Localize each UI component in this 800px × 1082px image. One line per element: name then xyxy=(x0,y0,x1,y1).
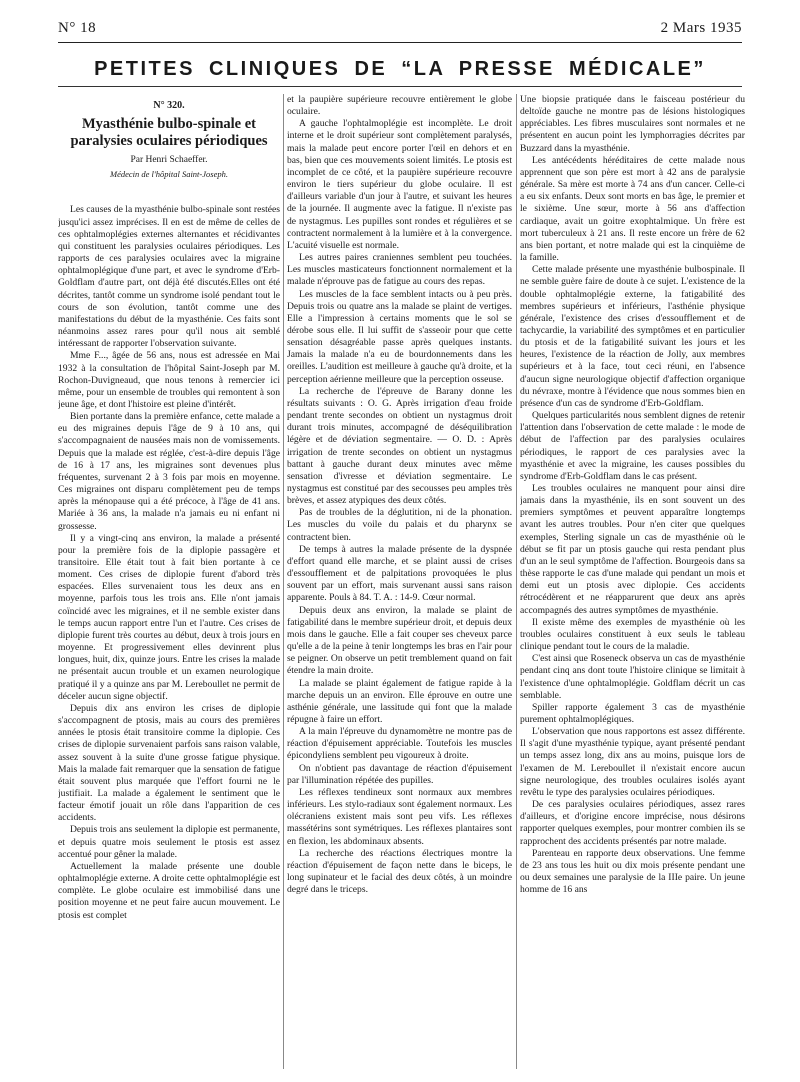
paragraph: C'est ainsi que Roseneck observa un cas de myasthénie pendant cinq ans dont toute l'histoire clinique se limitait à l'existence d'une ophtalmoplégie. Goldflam décrit un cas semblable. xyxy=(520,653,745,701)
paragraph: Les réflexes tendineux sont normaux aux membres inférieurs. Les stylo-radiaux sont également normaux. Les olécraniens existent mais sont peu vifs. Les réflexes massétérins sont symétriques. Les réflexes plantaires sont en flexion, les abdominaux absents. xyxy=(287,786,512,847)
paragraph: De ces paralysies oculaires périodiques, assez rares d'ailleurs, et d'origine encore imprécise, nous désirons rapporter quelques exemples, pour montrer combien ils se rapprochent des accidents présentés par notre malade. xyxy=(520,799,745,847)
paragraph: et la paupière supérieure recouvre entièrement le globe oculaire. xyxy=(287,94,512,118)
paragraph: Mme F..., âgée de 56 ans, nous est adressée en Mai 1932 à la consultation de l'hôpital Saint-Joseph par M. Rochon-Duvigneaud, que nous tenons à remercier ici même, pour un ensemble de troubles qui remontent à son jeune âge, et dont l'histoire est pleine d'intérêt. xyxy=(58,350,280,410)
paragraph: Il existe même des exemples de myasthénie où les troubles oculaires constituent à eux seuls le tableau clinique pendant tout le cours de la maladie. xyxy=(520,616,745,653)
masthead-rule xyxy=(58,86,742,87)
issue-number: N° 18 xyxy=(58,20,97,36)
article-number: N° 320. xyxy=(153,100,185,111)
paragraph: A la main l'épreuve du dynamomètre ne montre pas de réaction d'épuisement appréciable. Toutefois les muscles épicondyliens semblent peu vigoureux à droite. xyxy=(287,726,512,762)
paragraph: L'observation que nous rapportons est assez différente. Il s'agit d'une myasthénie typique, ayant présenté pendant un temps assez long, dix ans au moins, puisque lors de l'examen de M. Lereboullet il n'existait encore aucun signe neurologique, des troubles oculaires isolés ayant revêtu le type des paralysies oculaires périodiques. xyxy=(520,726,745,798)
paragraph: Depuis trois ans seulement la diplopie est permanente, et depuis quatre mois seulement le ptosis est assez accentué pour gêner la malade. xyxy=(58,824,280,860)
paragraph: Il y a vingt-cinq ans environ, la malade a présenté pour la première fois de la diplopie passagère et transitoire. Elle était tout à fait bien portante à ce moment. Ces crises de diplopie furent d'abord très espacées. Elles survenaient tous les deux ans en moyenne, parfois tous les trois ans. Elle n'ont jamais coïncidé avec les migraines, et il ne semble exister dans le temps aucun rapport entre l'un et l'autre. Ces crises de diplopie furent très courtes au début, deux à trois jours en moyenne. Et progressivement elles devinrent plus longues, huit, dix, quinze jours. Entre les crises la malade ne présentait aucun trouble et un examen neurologique pratiqué il y a quinze ans par M. Lereboullet ne permit de déceler aucun signe objectif. xyxy=(58,532,280,702)
paragraph: Actuellement la malade présente une double ophtalmoplégie externe. A droite cette ophtalmoplégie est complète. Le globe oculaire est immobilisé dans une position moyenne et ne peut faire aucun mouvement. Le ptosis est complet xyxy=(58,860,280,921)
paragraph: A gauche l'ophtalmoplégie est incomplète. Le droit interne et le droit supérieur sont complètement paralysés, mais la malade peut encore porter l'œil en dehors et en bas, bien que ces mouvements soient limités. Le ptosis est incomplet de ce côté, et la paupière supérieure recouvre environ le tiers supérieur du globe oculaire. Il est d'ailleurs variable d'un jour à l'autre, et suivant les heures de la journée. Il augmente avec la fatigue. Il n'existe pas de nystagmus. Les pupilles sont rondes et régulières et se contractent normalement à la lumière et à la convergence. L'acuité visuelle est normale. xyxy=(287,118,512,251)
paragraph: Une biopsie pratiquée dans le faisceau postérieur du deltoïde gauche ne montre pas de lésions histologiques appréciables. Les fibres musculaires sont normales et ne présentent en aucun point les lymphorragies décrites par Buzzard dans la myasthénie. xyxy=(520,94,745,154)
paragraph: De temps à autres la malade présente de la dyspnée d'effort quand elle marche, et se plaint aussi de crises d'essoufflement et de palpitations provoquées le plus souvent par un effort, mais survenant aussi sans raison apparente. Pouls à 84. T. A. : 14-9. Cœur normal. xyxy=(287,543,512,604)
issue-date: 2 Mars 1935 xyxy=(660,20,742,36)
column-2 xyxy=(287,94,512,1069)
article-title: Myasthénie bulbo-spinale et paralysies oculaires périodiques xyxy=(70,116,268,150)
column-rule xyxy=(283,94,284,1069)
column-3 xyxy=(520,94,745,1069)
column-1-text xyxy=(58,204,280,921)
paragraph: La malade se plaint également de fatigue rapide à la marche depuis un an environ. Elle éprouve en outre une asthénie générale, une lassitude qui font que la malade répugne à faire un effort. xyxy=(287,677,512,725)
masthead: PETITES CLINIQUES DE “LA PRESSE MÉDICALE” xyxy=(94,58,706,80)
column-rule xyxy=(516,94,517,1069)
paragraph: Les autres paires craniennes semblent peu touchées. Les muscles masticateurs fonctionnent normalement et la malade n'éprouve pas de fatigue au cours des repas. xyxy=(287,252,512,288)
top-rule xyxy=(58,42,742,43)
paragraph: Les causes de la myasthénie bulbo-spinale sont restées jusqu'ici assez imprécises. Il en est de même de celles de ces ophtalmoplégies externes alternantes et récidivantes qui constituent les paralysies oculaires périodiques. Les rapports de ces paralysies oculaires avec la migraine ophtalmoplégique d'une part, et avec le syndrome d'Erb-Goldflam d'autre part, ont déjà été discutés.Elles ont été décrites, tantôt comme un syndrome isolé pendant tout le cours de son évolution, tantôt comme une des manifestations du début de la myasthénie. Ces faits sont néanmoins assez rares pour qu'il nous ait semblé intéressant de rapporter l'observation suivante. xyxy=(58,204,280,350)
paragraph: Les troubles oculaires ne manquent pour ainsi dire jamais dans la myasthénie, ils en sont souvent un des premiers symptômes et peuvent apparaître longtemps avant les autres troubles. Pour n'en citer que quelques exemples, Sterling signale un cas de myasthénie où le début se fit par un ptosis gauche qui resta pendant plus d'un an le seul symptôme de l'affection. Bourgeois dans sa thèse rapporte le cas d'une malade qui pendant un mois et demi eut un ptosis avec diplopie. Ces accidents rétrocédèrent et ne réapparurent que deux ans après accompagnés des autres symptômes de myasthénie. xyxy=(520,483,745,616)
paragraph: Les muscles de la face semblent intacts ou à peu près. Depuis trois ou quatre ans la malade se plaint de vertiges. Elle a l'impression à certains moments que le sol se dérobe sous elle. Il lui suffit de s'asseoir pour que cette sensation désagréable passe après quelques instants. Jamais la malade n'a eu de bourdonnements dans les oreilles. L'audition est meilleure à gauche qu'à droite, et la perception aérienne meilleure que la perception osseuse. xyxy=(287,288,512,385)
paragraph: Depuis deux ans environ, la malade se plaint de fatigabilité dans le membre supérieur droit, et depuis deux mois dans le gauche. Elle a fait couper ses cheveux parce qu'elle a de la peine à tenir longtemps les bras en l'air pour se peigner. On observe un petit tremblement quand on fait étendre la main droite. xyxy=(287,604,512,677)
article-affiliation: Médecin de l'hôpital Saint-Joseph. xyxy=(110,169,228,180)
column-2-text xyxy=(287,94,512,896)
article-byline: Par Henri Schaeffer. xyxy=(130,155,208,166)
paragraph: La recherche des réactions électriques montre la réaction d'épuisement de façon nette dans le biceps, le long supinateur et le facial des deux côtés, à un moindre degré dans le triceps. xyxy=(287,847,512,896)
paragraph: Spiller rapporte également 3 cas de myasthénie purement ophtalmoplégiques. xyxy=(520,701,745,725)
column-1 xyxy=(58,94,280,1069)
column-3-text xyxy=(520,94,745,896)
paragraph: Parenteau en rapporte deux observations. Une femme de 23 ans tous les huit ou dix mois présente pendant une ou deux semaines une paralysie de la IIIe paire. Un jeune homme de 16 ans xyxy=(520,847,745,896)
paragraph: Les antécédents héréditaires de cette malade nous apprennent que son père est mort à 42 ans de paralysie générale. Sa mère est morte à 74 ans d'un cancer. Celle-ci a eu six enfants. Deux sont morts en bas âge, le premier et le sixième. Une sœur, morte à 56 ans d'affection cardiaque, avait un goitre exophtalmique. Un frère est mort tuberculeux à 21 ans. Il reste encore un frère de 62 ans bien portant, et notre malade qui est la cinquième de la famille. xyxy=(520,154,745,264)
paragraph: La recherche de l'épreuve de Barany donne les résultats suivants : O. G. Après irrigation d'eau froide pendant trente secondes on obtient un nystagmus droit durant trois minutes, accompagné de déséquilibration légère et de déviation segmentaire. — O. D. : Après irrigation de trente secondes on obtient un nystagmus battant à gauche durant deux minutes avec même sensation d'ivresse et déviation segmentaire. Le nystagmus est constitué par des secousses peu amples très brèves, et assez atypiques des deux côtés. xyxy=(287,385,512,507)
paragraph: Cette malade présente une myasthénie bulbospinale. Il ne semble guère faire de doute à ce sujet. L'existence de la double ophtalmoplégie externe, la fatigabilité des membres supérieurs et inférieurs, l'asthénie physique générale, l'existence des crises d'essoufflement et de tachycardie, la variabilité des symptômes et en particulier du ptosis et de la fatigabilité suivant les jours et les heures, l'existence de la réaction de Jolly, aux membres supérieurs et à la face, tout ceci réuni, en l'absence d'aucun signe neurologique objectif d'affection organique du névraxe, montre à l'évidence que nous sommes bien en présence d'un cas de syndrome d'Erb-Goldflam. xyxy=(520,264,745,409)
paragraph: Quelques particularités nous semblent dignes de retenir l'attention dans l'observation de cette malade : le mode de début de l'affection par des paralysies oculaires périodiques, le rapport de ces paralysies avec la myasthénie et avec la migraine, les causes possibles du syndrome d'Erb-Goldflam dans le cas présent. xyxy=(520,410,745,482)
paragraph: Pas de troubles de la déglutition, ni de la phonation. Les muscles du voile du palais et du pharynx se contractent bien. xyxy=(287,507,512,543)
paragraph: Depuis dix ans environ les crises de diplopie s'accompagnent de ptosis, mais au cours des premières années le ptosis était transitoire comme la diplopie. Ces crises de diplopie survenaient parfois sans raison valable, assez souvent à la suite d'une grosse fatigue physique. Mais la malade fait remarquer que la sensation de fatigue était souvent plus marquée que l'effort fourni ne le justifiait. La malade a également le sentiment que le facteur émotif jouait un rôle dans l'apparition de ces accidents. xyxy=(58,702,280,824)
paragraph: Bien portante dans la première enfance, cette malade a eu des migraines depuis l'âge de 9 à 10 ans, qui s'accompagnaient de nausées mais non de vomissements. Depuis que la malade est réglée, c'est-à-dire depuis l'âge de 16 à 17 ans, les migraines sont devenues plus fréquentes, survenant 2 à 3 fois par mois en moyenne. Ces migraines ont disparu complètement peu de temps après la ménopause qui a été précoce, à l'âge de 41 ans. Mariée à 36 ans, la malade n'a jamais eu ni enfant ni grossesse. xyxy=(58,411,280,532)
paragraph: On n'obtient pas davantage de réaction d'épuisement par l'illumination répétée des pupilles. xyxy=(287,762,512,786)
